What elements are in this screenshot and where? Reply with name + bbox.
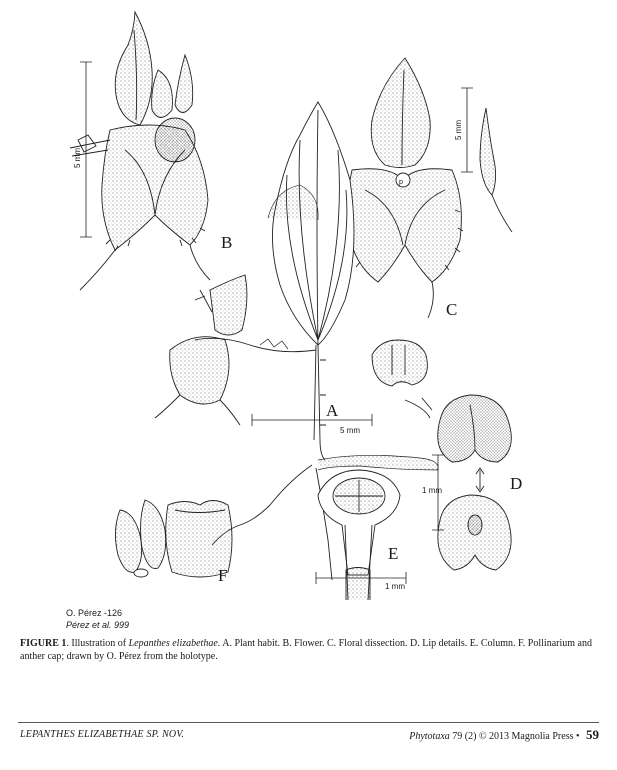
journal-volume: 79 (2) © 2013 Magnolia Press: [449, 731, 574, 742]
journal-name: Phytotaxa: [409, 731, 450, 742]
journal-citation: [409, 727, 599, 743]
footer-bullet: •: [575, 731, 580, 742]
svg-text:p: p: [399, 179, 403, 186]
caption-text-pre: . Illustration of: [66, 638, 129, 649]
caption-label: FIGURE 1: [20, 638, 67, 649]
caption-species: Lepanthes elizabethae: [128, 638, 218, 649]
scale-label-b: 5 mm: [73, 148, 82, 168]
footer-rule: [18, 722, 599, 723]
scale-label-e: 1 mm: [385, 582, 405, 591]
specimen-citation: Pérez et al. 999: [66, 620, 130, 630]
panel-label-b: B: [221, 233, 233, 252]
figure-caption: [20, 637, 598, 663]
artist-signature: O. Pérez -126: [66, 608, 123, 618]
scale-label-d: 1 mm: [422, 486, 442, 495]
panel-label-a: A: [326, 401, 339, 420]
pollinarium-f-drawing: [115, 500, 232, 577]
panel-label-f: F: [218, 566, 228, 585]
flower-b-drawing: [70, 12, 210, 290]
caption-text-post: . A. Plant habit. B. Flower. C. Floral dissection. D. Lip details. E. Column. F. Pollinarium and anther cap; drawn by O. Pérez from the holotype.: [20, 638, 592, 662]
panel-label-d: D: [510, 474, 523, 493]
column-e-drawing: [318, 470, 400, 600]
scale-label-c: 5 mm: [454, 120, 463, 140]
running-title: LEPANTHES ELIZABETHAE SP. NOV.: [20, 729, 185, 740]
page-number: 59: [586, 727, 599, 742]
panel-label-e: E: [388, 544, 399, 563]
panel-label-c: C: [446, 300, 458, 319]
scale-label-a: 5 mm: [340, 426, 360, 435]
